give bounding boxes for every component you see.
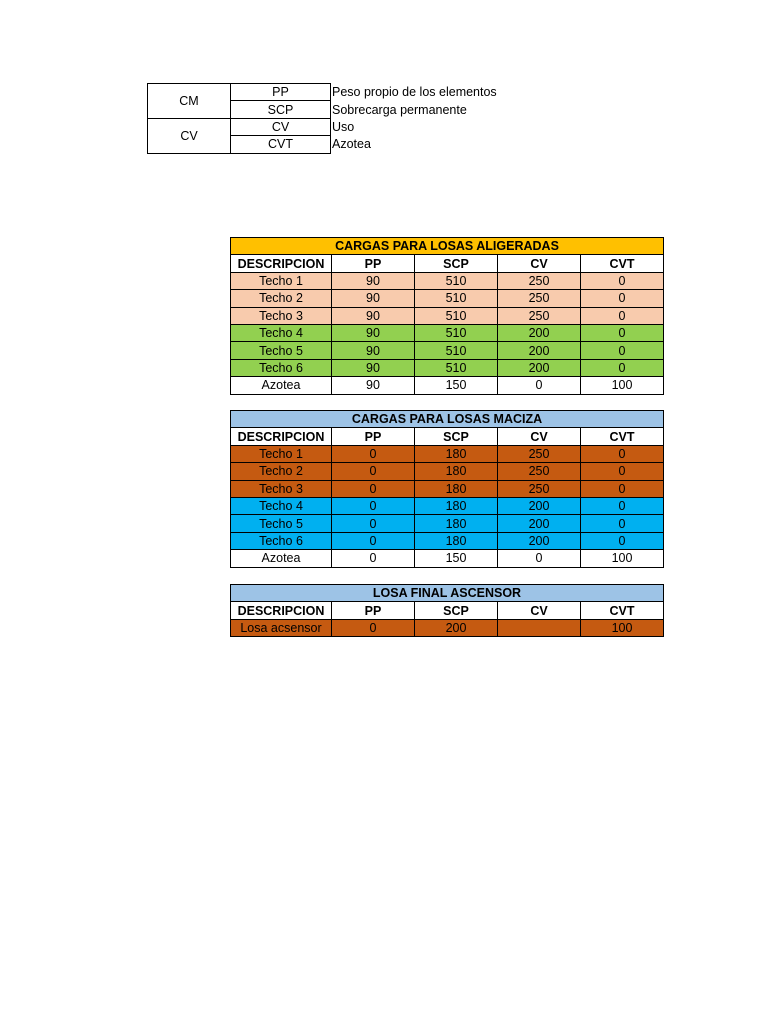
row-scp: 180 xyxy=(415,445,498,462)
row-cvt: 0 xyxy=(581,532,664,549)
table-row xyxy=(231,290,664,307)
row-cvt: 100 xyxy=(581,619,664,636)
row-cv: 250 xyxy=(498,272,581,289)
row-pp: 0 xyxy=(332,463,415,480)
row-scp: 510 xyxy=(415,272,498,289)
row-pp: 0 xyxy=(332,445,415,462)
table-title: CARGAS PARA LOSAS ALIGERADAS xyxy=(231,238,664,255)
table-title-row xyxy=(231,585,664,602)
column-header: CVT xyxy=(581,602,664,619)
row-cvt: 0 xyxy=(581,497,664,514)
column-header: SCP xyxy=(415,602,498,619)
row-description: Losa acsensor xyxy=(231,619,332,636)
row-scp: 510 xyxy=(415,359,498,376)
column-header: DESCRIPCION xyxy=(231,428,332,445)
row-pp: 90 xyxy=(332,359,415,376)
row-scp: 200 xyxy=(415,619,498,636)
row-cv: 0 xyxy=(498,377,581,394)
row-cv: 250 xyxy=(498,445,581,462)
column-header: DESCRIPCION xyxy=(231,602,332,619)
row-pp: 90 xyxy=(332,272,415,289)
row-description: Techo 4 xyxy=(231,324,332,341)
legend-group-label: CV xyxy=(148,118,231,153)
row-description: Techo 5 xyxy=(231,342,332,359)
table-title-row xyxy=(231,411,664,428)
legend-description: Azotea xyxy=(332,137,371,152)
column-header: CV xyxy=(498,602,581,619)
table-row xyxy=(231,342,664,359)
maciza-table xyxy=(230,410,664,568)
table-header-row xyxy=(231,428,664,445)
column-header: CVT xyxy=(581,255,664,272)
row-description: Techo 3 xyxy=(231,480,332,497)
row-cv: 200 xyxy=(498,359,581,376)
row-cvt: 0 xyxy=(581,359,664,376)
legend-code: SCP xyxy=(231,101,331,118)
row-cv: 0 xyxy=(498,550,581,567)
row-scp: 180 xyxy=(415,515,498,532)
row-cvt: 0 xyxy=(581,445,664,462)
column-header: SCP xyxy=(415,428,498,445)
table-header-row xyxy=(231,255,664,272)
row-pp: 0 xyxy=(332,550,415,567)
row-pp: 0 xyxy=(332,497,415,514)
row-cvt: 100 xyxy=(581,550,664,567)
row-pp: 0 xyxy=(332,619,415,636)
row-cvt: 0 xyxy=(581,324,664,341)
row-pp: 0 xyxy=(332,532,415,549)
legend-code: CV xyxy=(231,118,331,135)
row-scp: 180 xyxy=(415,463,498,480)
row-pp: 90 xyxy=(332,377,415,394)
column-header: PP xyxy=(332,428,415,445)
legend-row xyxy=(148,118,531,135)
row-cv: 200 xyxy=(498,515,581,532)
legend-row xyxy=(148,84,531,101)
row-cv: 200 xyxy=(498,532,581,549)
column-header: DESCRIPCION xyxy=(231,255,332,272)
legend-code: PP xyxy=(231,84,331,101)
row-scp: 180 xyxy=(415,480,498,497)
table-header-row xyxy=(231,602,664,619)
row-scp: 150 xyxy=(415,377,498,394)
row-description: Azotea xyxy=(231,377,332,394)
table-row xyxy=(231,550,664,567)
row-scp: 150 xyxy=(415,550,498,567)
row-cv: 200 xyxy=(498,497,581,514)
row-description: Techo 5 xyxy=(231,515,332,532)
row-scp: 180 xyxy=(415,532,498,549)
column-header: CV xyxy=(498,428,581,445)
table-row xyxy=(231,480,664,497)
row-description: Techo 1 xyxy=(231,445,332,462)
row-pp: 90 xyxy=(332,324,415,341)
row-cv: 250 xyxy=(498,290,581,307)
row-cv: 250 xyxy=(498,307,581,324)
row-description: Techo 6 xyxy=(231,532,332,549)
row-cvt: 0 xyxy=(581,290,664,307)
row-pp: 90 xyxy=(332,307,415,324)
row-scp: 510 xyxy=(415,342,498,359)
column-header: CV xyxy=(498,255,581,272)
legend-description: Uso xyxy=(332,119,355,134)
row-pp: 0 xyxy=(332,480,415,497)
table-row xyxy=(231,619,664,636)
row-description: Techo 4 xyxy=(231,497,332,514)
row-description: Techo 1 xyxy=(231,272,332,289)
table-row xyxy=(231,324,664,341)
table-row xyxy=(231,445,664,462)
row-cv: 250 xyxy=(498,463,581,480)
table-title: LOSA FINAL ASCENSOR xyxy=(231,585,664,602)
row-pp: 90 xyxy=(332,342,415,359)
row-cvt: 100 xyxy=(581,377,664,394)
column-header: PP xyxy=(332,255,415,272)
row-description: Techo 6 xyxy=(231,359,332,376)
row-pp: 0 xyxy=(332,515,415,532)
row-description: Techo 2 xyxy=(231,463,332,480)
legend-group-label: CM xyxy=(148,84,231,119)
row-cv: 200 xyxy=(498,324,581,341)
table-row xyxy=(231,532,664,549)
row-description: Techo 3 xyxy=(231,307,332,324)
table-title-row xyxy=(231,238,664,255)
row-description: Azotea xyxy=(231,550,332,567)
row-description: Techo 2 xyxy=(231,290,332,307)
row-cvt: 0 xyxy=(581,515,664,532)
row-scp: 510 xyxy=(415,307,498,324)
aligeradas-table xyxy=(230,237,664,395)
legend-description: Sobrecarga permanente xyxy=(332,102,467,117)
column-header: PP xyxy=(332,602,415,619)
column-header: SCP xyxy=(415,255,498,272)
table-row xyxy=(231,463,664,480)
load-legend-table xyxy=(147,83,531,154)
row-pp: 90 xyxy=(332,290,415,307)
table-row xyxy=(231,515,664,532)
table-row xyxy=(231,272,664,289)
row-scp: 510 xyxy=(415,290,498,307)
legend-description: Peso propio de los elementos xyxy=(332,85,497,100)
row-cvt: 0 xyxy=(581,463,664,480)
row-cv: 250 xyxy=(498,480,581,497)
table-row xyxy=(231,307,664,324)
table-row xyxy=(231,359,664,376)
ascensor-table xyxy=(230,584,664,637)
row-cv xyxy=(498,619,581,636)
row-cvt: 0 xyxy=(581,480,664,497)
row-cvt: 0 xyxy=(581,342,664,359)
row-cv: 200 xyxy=(498,342,581,359)
legend-code: CVT xyxy=(231,136,331,153)
row-cvt: 0 xyxy=(581,307,664,324)
row-cvt: 0 xyxy=(581,272,664,289)
row-scp: 180 xyxy=(415,497,498,514)
column-header: CVT xyxy=(581,428,664,445)
table-row xyxy=(231,497,664,514)
table-row xyxy=(231,377,664,394)
row-scp: 510 xyxy=(415,324,498,341)
table-title: CARGAS PARA LOSAS MACIZA xyxy=(231,411,664,428)
